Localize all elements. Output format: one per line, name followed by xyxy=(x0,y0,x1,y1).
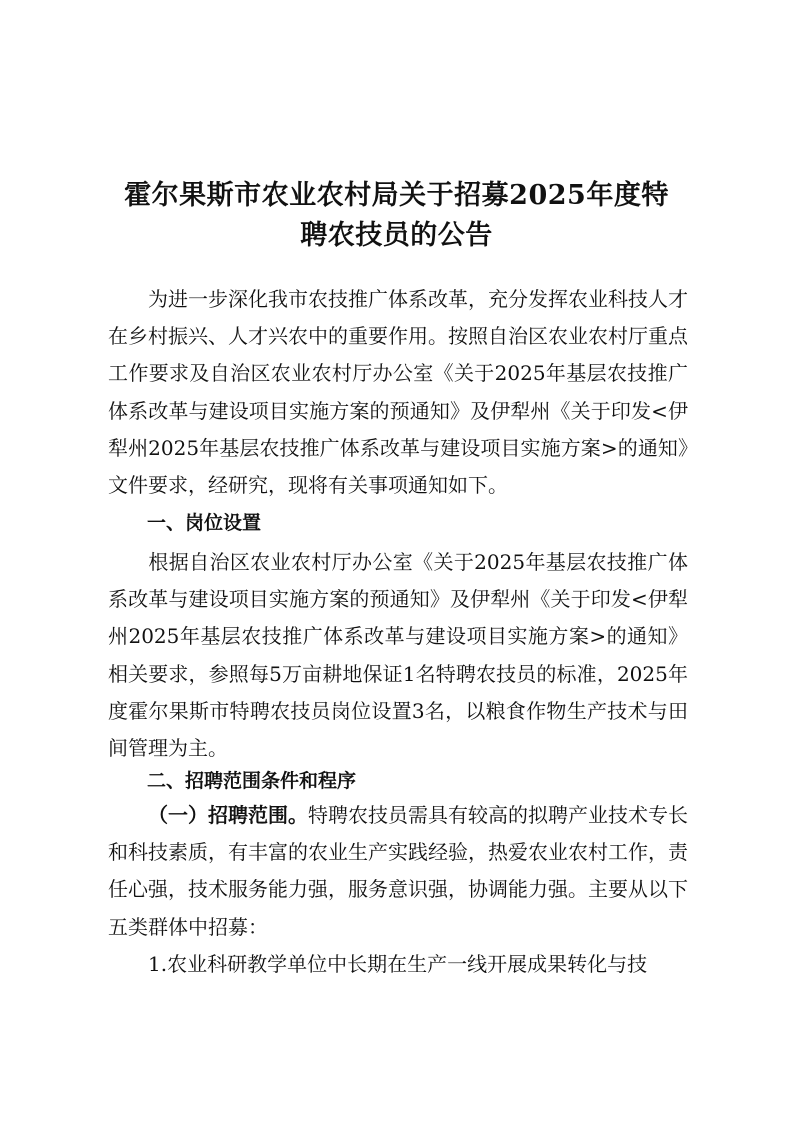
document-title-line-1: 霍尔果斯市农业农村局关于招募2025年度特 xyxy=(124,180,669,211)
document-title-line-2: 聘农技员的公告 xyxy=(300,220,493,251)
list-item-1 xyxy=(108,946,688,983)
section-2-heading: 二、招聘范围条件和程序 xyxy=(147,770,357,792)
list-item-1-text: 1.农业科研教学单位中长期在生产一线开展成果转化与技 xyxy=(148,952,648,976)
intro-paragraph xyxy=(108,281,688,504)
section-2-1-label: （一）招聘范围。 xyxy=(148,803,308,827)
section-2-1-paragraph xyxy=(108,797,688,946)
section-2-1-text: 特聘农技员需具有较高的拟聘产业技术专长和科技素质，有丰富的农业生产实践经验，热爱农业农村工作，责任心强，技术服务能力强，服务意识强，协调能力强。主要从以下五类群体中招募： xyxy=(108,803,688,939)
section-1-text: 根据自治区农业农村厅办公室《关于2025年基层农技推广体系改革与建设项目实施方案的预通知》及伊犁州《关于印发<伊犁州2025年基层农技推广体系改革与建设项目实施方案>的通知》相关要求，参照每5万亩耕地保证1名特聘农技员的标准，2025年度霍尔果斯市特聘农技员岗位设置3名，以粮食作物生产技术与田间管理为主。 xyxy=(108,550,688,761)
section-1-heading: 一、岗位设置 xyxy=(147,512,262,534)
intro-text: 为进一步深化我市农技推广体系改革，充分发挥农业科技人才在乡村振兴、人才兴农中的重要作用。按照自治区农业农村厅重点工作要求及自治区农业农村厅办公室《关于2025年基层农技推广体系改革与建设项目实施方案的预通知》及伊犁州《关于印发<伊犁州2025年基层农技推广体系改革与建设项目实施方案>的通知》文件要求，经研究，现将有关事项通知如下。 xyxy=(108,287,688,498)
section-1-paragraph xyxy=(108,544,688,767)
